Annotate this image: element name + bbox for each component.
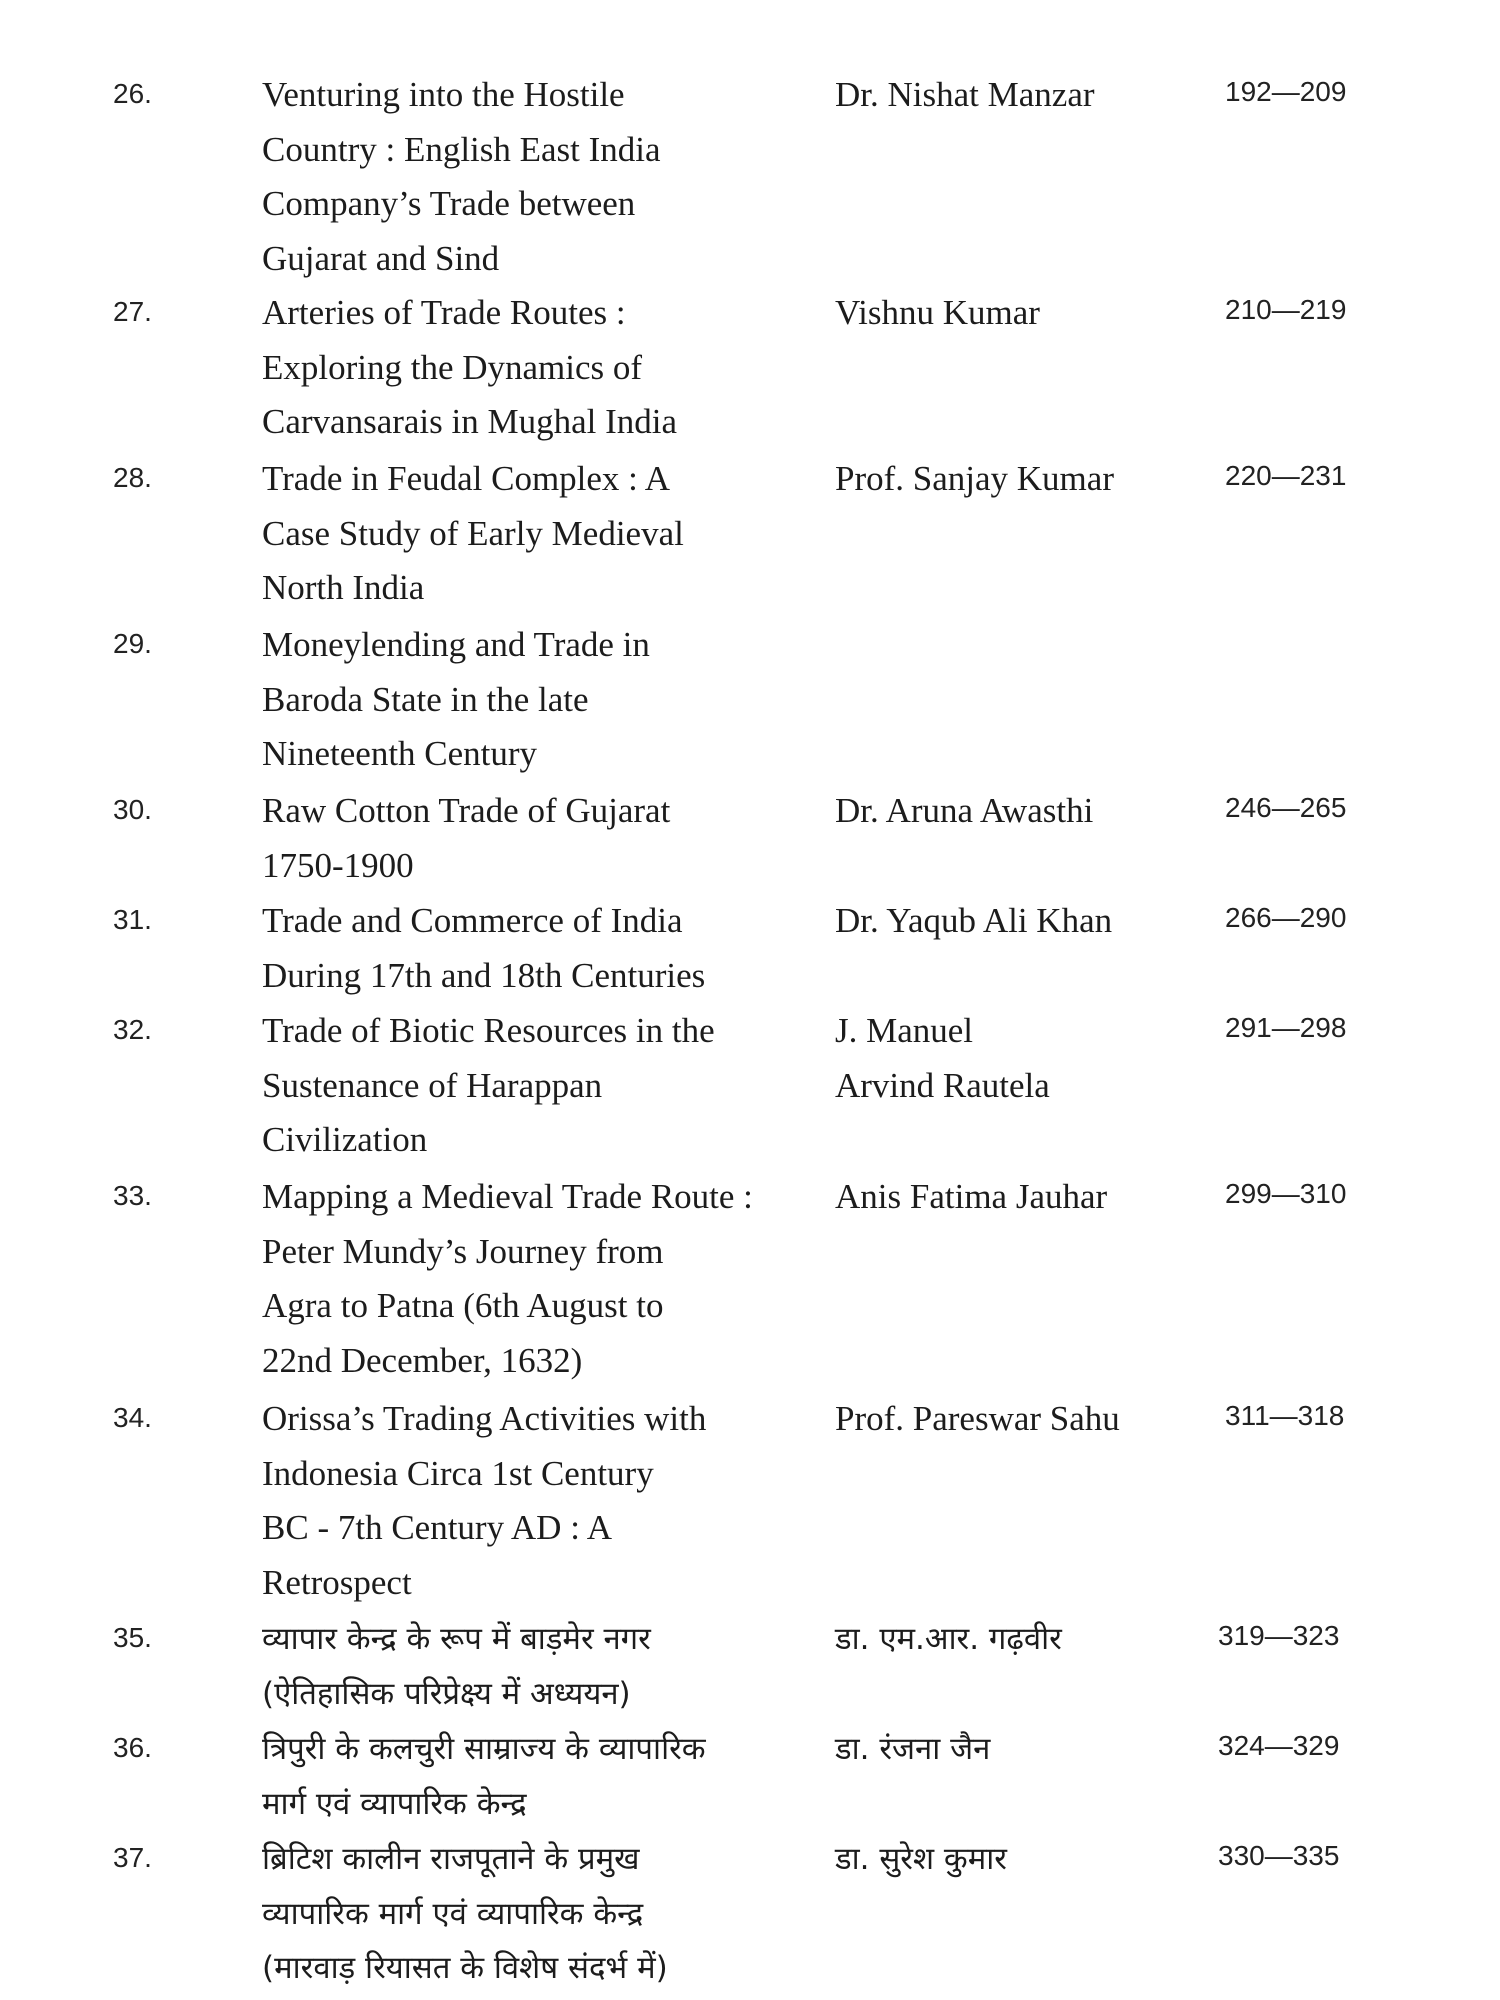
title-line: North India	[262, 568, 425, 607]
title-line: Trade and Commerce of India	[262, 901, 683, 940]
entry-title	[262, 1004, 822, 1168]
title-line: Sustenance of Harappan	[262, 1065, 603, 1105]
title-line: Indonesia Circa 1st Century	[262, 1453, 654, 1493]
page-range: 210—219	[1225, 294, 1347, 325]
title-line: Agra to Patna (6th August to	[262, 1286, 664, 1325]
title-line: Venturing into the Hostile	[262, 75, 625, 114]
title-line: Arteries of Trade Routes :	[262, 293, 626, 332]
title-line: Nineteenth Century	[262, 734, 538, 773]
title-line: Trade of Biotic Resources in the	[262, 1011, 715, 1050]
entry-author	[835, 784, 1195, 839]
entry-author	[835, 452, 1195, 507]
entry-number: 26.	[113, 78, 152, 109]
entry-title	[262, 1612, 822, 1721]
author-name: Prof. Sanjay Kumar	[835, 459, 1114, 498]
page-range: 220—231	[1225, 460, 1347, 491]
title-line: व्यापार केन्द्र के रूप में बाड़मेर नगर	[262, 1621, 651, 1657]
title-line: व्यापारिक मार्ग एवं व्यापारिक केन्द्र	[262, 1895, 644, 1932]
entry-author	[835, 286, 1195, 341]
title-line: ब्रिटिश कालीन राजपूताने के प्रमुख	[262, 1841, 640, 1877]
entry-author	[835, 1170, 1195, 1225]
author-name: Dr. Aruna Awasthi	[835, 791, 1094, 830]
entry-number: 36.	[113, 1732, 152, 1763]
page-range: 330—335	[1218, 1840, 1340, 1871]
entry-title	[262, 286, 822, 450]
entry-number: 28.	[113, 462, 152, 493]
page-range: 299—310	[1225, 1178, 1347, 1209]
title-line: Raw Cotton Trade of Gujarat	[262, 791, 671, 830]
title-line: (ऐतिहासिक परिप्रेक्ष्य में अध्ययन)	[262, 1675, 631, 1712]
title-line: Civilization	[262, 1120, 428, 1159]
page-range: 324—329	[1218, 1730, 1340, 1761]
entry-number: 31.	[113, 904, 152, 935]
title-line: Exploring the Dynamics of	[262, 347, 643, 387]
entry-number: 32.	[113, 1014, 152, 1045]
title-line: Country : English East India	[262, 129, 661, 169]
title-line: During 17th and 18th Centuries	[262, 955, 706, 995]
page-range: 246—265	[1225, 792, 1347, 823]
entry-number: 30.	[113, 794, 152, 825]
title-line: (मारवाड़ रियासत के विशेष संदर्भ में)	[262, 1950, 668, 1986]
author-name: डा. सुरेश कुमार	[835, 1841, 1007, 1877]
entry-number: 29.	[113, 628, 152, 659]
entry-title	[262, 452, 822, 616]
title-line: मार्ग एवं व्यापारिक केन्द्र	[262, 1785, 527, 1822]
title-line: Trade in Feudal Complex : A	[262, 459, 671, 498]
title-line: Retrospect	[262, 1562, 412, 1602]
title-line: Moneylending and Trade in	[262, 625, 650, 664]
entry-number: 27.	[113, 296, 152, 327]
page-range: 266—290	[1225, 902, 1347, 933]
entry-title	[262, 1170, 822, 1388]
title-line: Gujarat and Sind	[262, 238, 500, 278]
author-name: Prof. Pareswar Sahu	[835, 1399, 1120, 1438]
author-name: Arvind Rautela	[835, 1065, 1050, 1105]
page-range: 311—318	[1225, 1400, 1345, 1431]
title-line: 1750-1900	[262, 845, 414, 885]
page-range: 192—209	[1225, 76, 1347, 107]
title-line: त्रिपुरी के कलचुरी साम्राज्य के व्यापारिक	[262, 1731, 706, 1767]
entry-author	[835, 68, 1195, 123]
entry-title	[262, 1392, 822, 1610]
entry-number: 37.	[113, 1842, 152, 1873]
entry-number: 33.	[113, 1180, 152, 1211]
entry-title	[262, 1722, 822, 1831]
entry-title	[262, 618, 822, 782]
entry-number: 34.	[113, 1402, 152, 1433]
author-name: Dr. Nishat Manzar	[835, 75, 1095, 114]
entry-author	[835, 1722, 1195, 1777]
author-name: डा. रंजना जैन	[835, 1731, 991, 1767]
author-name: डा. एम.आर. गढ़वीर	[835, 1621, 1062, 1657]
title-line: 22nd December, 1632)	[262, 1340, 583, 1380]
page-range: 291—298	[1225, 1012, 1347, 1043]
title-line: Baroda State in the late	[262, 679, 589, 719]
title-line: BC - 7th Century AD : A	[262, 1508, 613, 1547]
page-range: 319—323	[1218, 1620, 1340, 1651]
title-line: Carvansarais in Mughal India	[262, 402, 678, 441]
author-name: Anis Fatima Jauhar	[835, 1177, 1108, 1216]
author-name: Dr. Yaqub Ali Khan	[835, 901, 1113, 940]
title-line: Orissa’s Trading Activities with	[262, 1399, 707, 1438]
author-name: J. Manuel	[835, 1011, 974, 1050]
author-name: Vishnu Kumar	[835, 293, 1040, 332]
entry-author	[835, 1612, 1195, 1667]
entry-title	[262, 784, 822, 893]
entry-title	[262, 894, 822, 1003]
title-line: Mapping a Medieval Trade Route :	[262, 1177, 753, 1216]
entry-author	[835, 894, 1195, 949]
entry-number: 35.	[113, 1622, 152, 1653]
entry-title	[262, 68, 822, 286]
title-line: Case Study of Early Medieval	[262, 513, 684, 553]
entry-title	[262, 1832, 822, 1996]
entry-author	[835, 1832, 1195, 1887]
entry-author	[835, 1392, 1195, 1447]
title-line: Company’s Trade between	[262, 184, 636, 223]
title-line: Peter Mundy’s Journey from	[262, 1231, 664, 1271]
entry-author	[835, 1004, 1195, 1113]
